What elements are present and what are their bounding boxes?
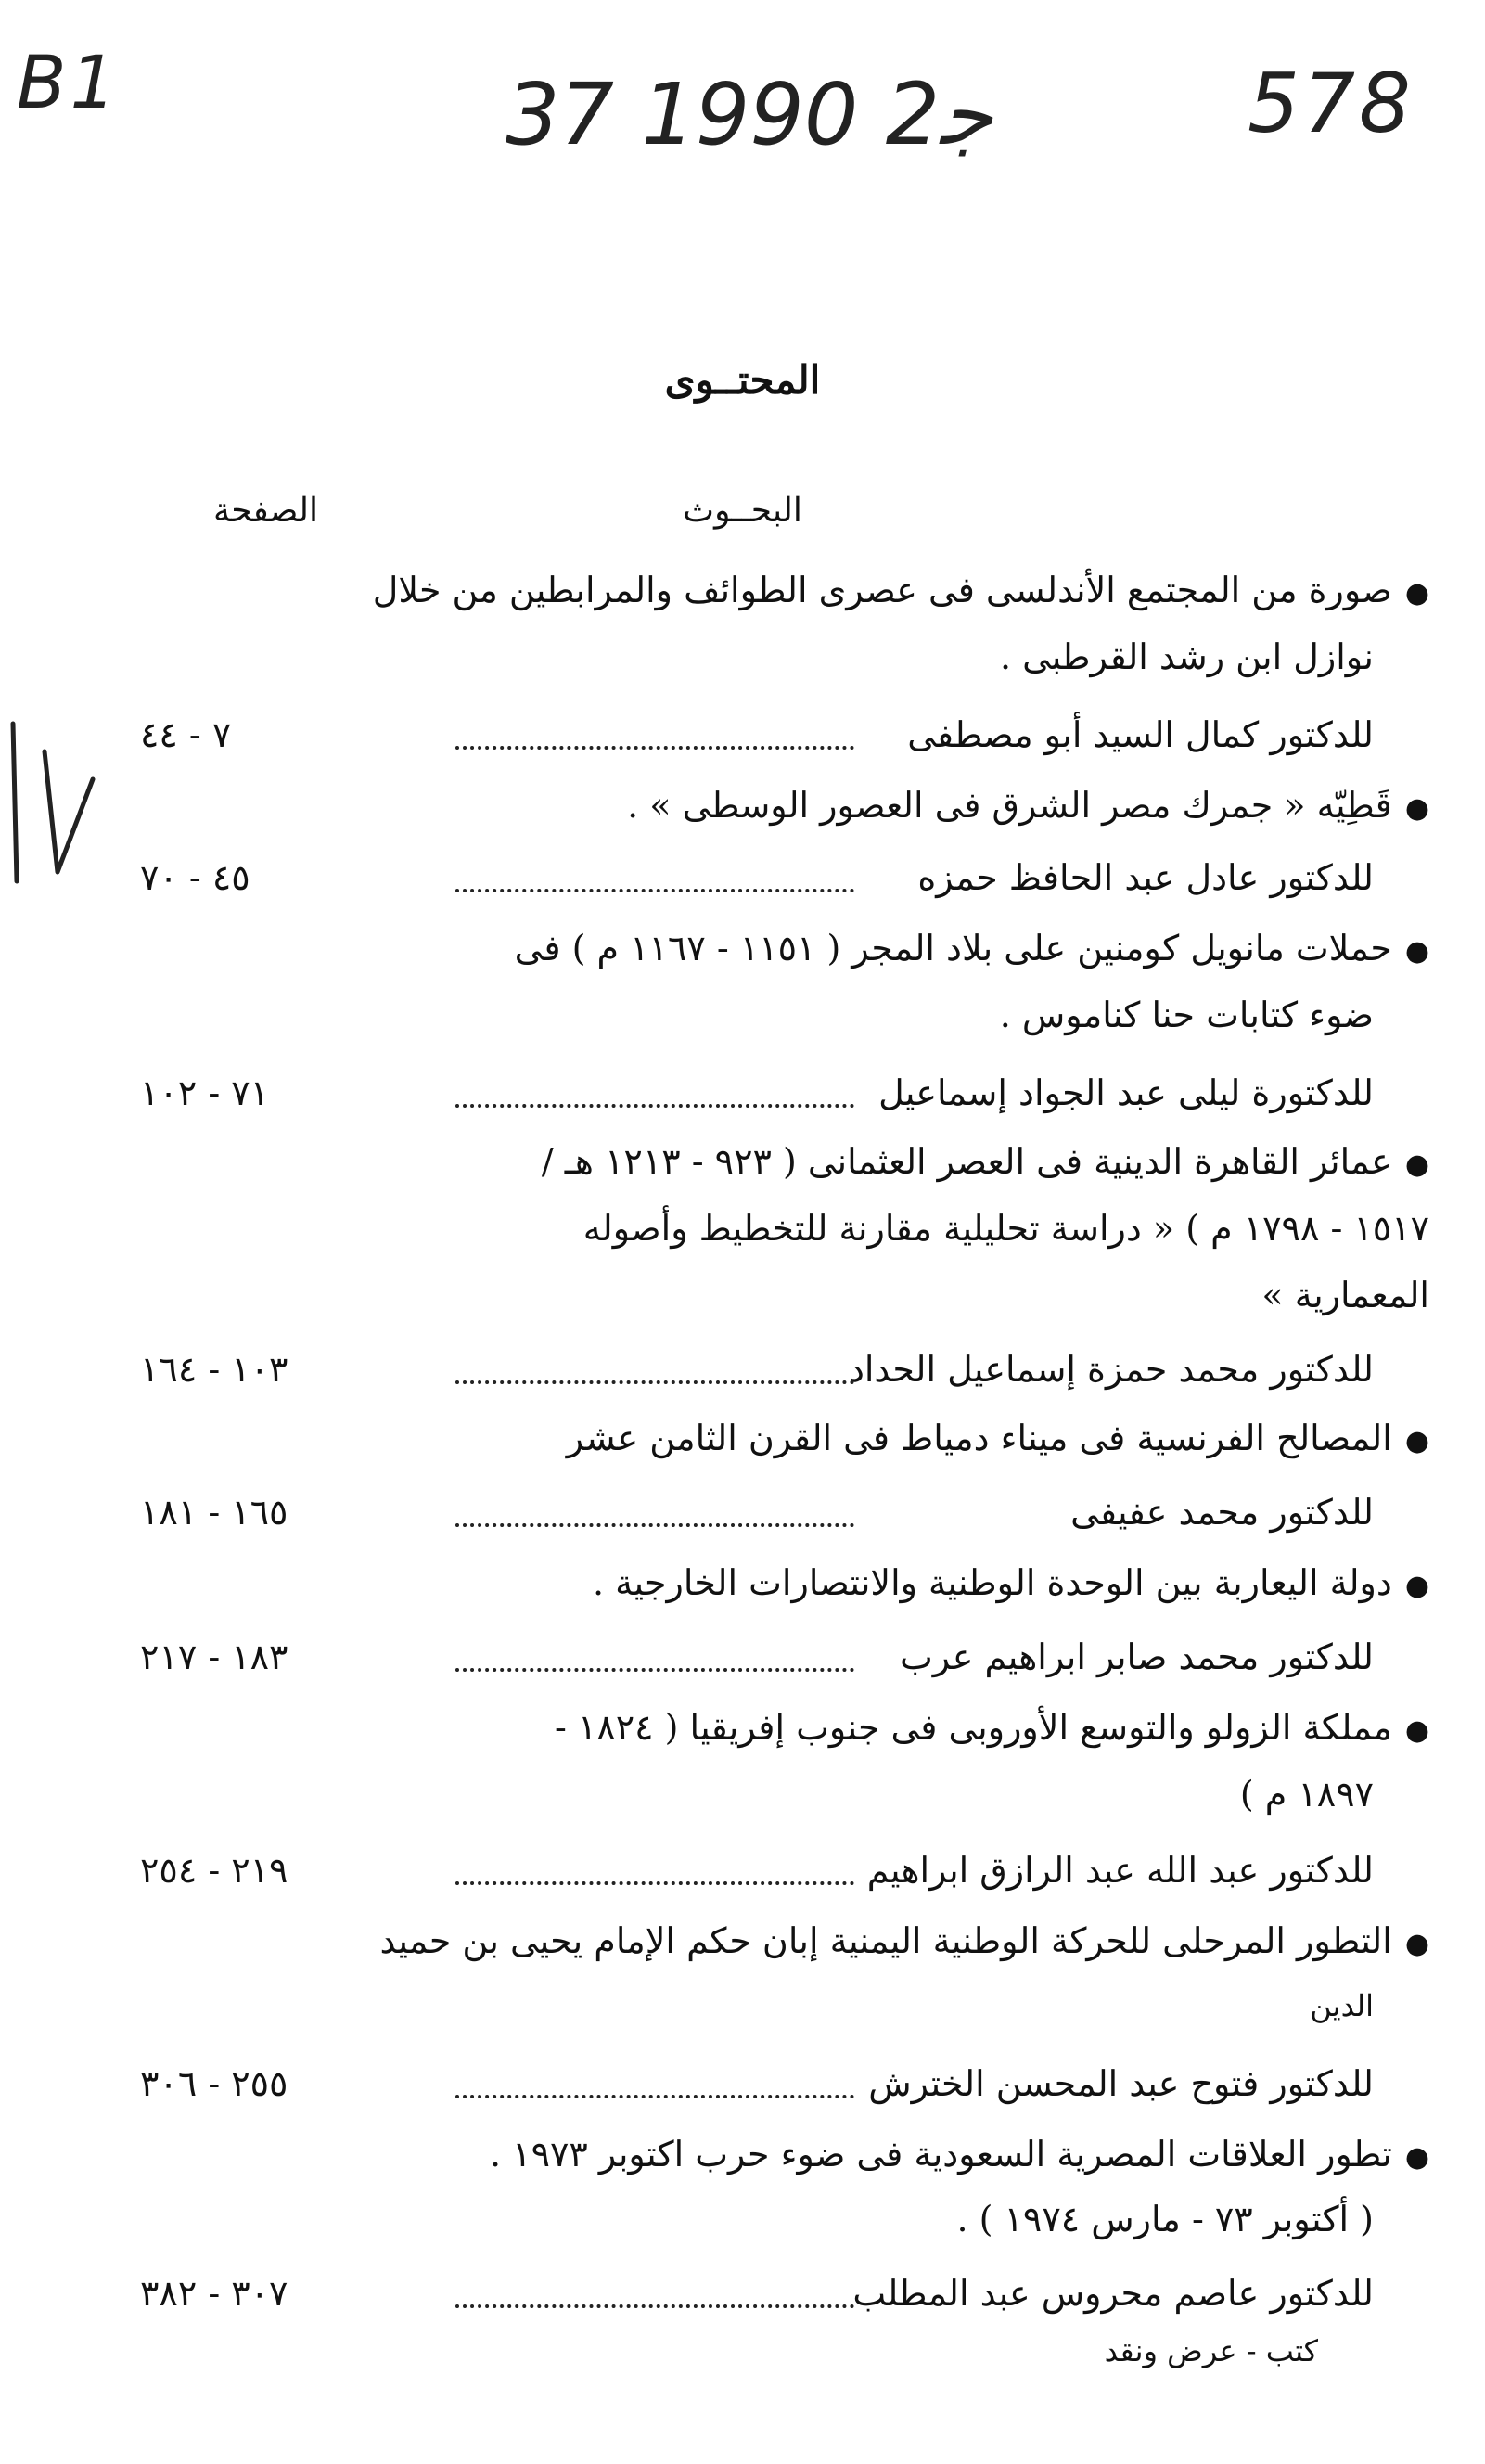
author-name: للدكتور عبد الله عبد الرازق ابراهيم bbox=[866, 1850, 1374, 1891]
author-row bbox=[66, 701, 1429, 768]
author-name: للدكتور كمال السيد أبو مصطفى bbox=[907, 714, 1374, 755]
topic-line: ١٨٩٧ م ) bbox=[1239, 1774, 1374, 1815]
author-row bbox=[66, 1479, 1429, 1546]
handwritten-code-left: B1 bbox=[17, 42, 121, 125]
section-heading-books-reviews: كتب - عرض ونقد bbox=[1104, 2333, 1318, 2368]
topic-line: ( أكتوبر ٧٣ - مارس ١٩٧٤ ) . bbox=[956, 2199, 1374, 2239]
page-range: ٤٥ - ٧٠ bbox=[140, 857, 250, 898]
bullet-icon: ● bbox=[1404, 2141, 1429, 2174]
topic-line: ●صورة من المجتمع الأندلسى فى عصرى الطوائف والمرابطين من خلال bbox=[372, 570, 1429, 610]
handwritten-volume-year: 37 ﺟ2 1990 bbox=[506, 65, 993, 164]
topic-line: ●تطور العلاقات المصرية السعودية فى ضوء حرب اكتوبر ١٩٧٣ . bbox=[490, 2134, 1429, 2175]
author-row bbox=[66, 1623, 1429, 1690]
page-range: ١٨٣ - ٢١٧ bbox=[140, 1636, 288, 1677]
dot-leader bbox=[455, 1523, 854, 1527]
page-title: المحتــوى bbox=[664, 357, 821, 403]
column-header-research: البحــوث bbox=[683, 492, 802, 530]
page-range: ١٦٥ - ١٨١ bbox=[140, 1492, 288, 1533]
topic-line: ١٥١٧ - ١٧٩٨ م ) « دراسة تحليلية مقارنة للتخطيط وأصوله bbox=[582, 1208, 1429, 1249]
bullet-icon: ● bbox=[1404, 1714, 1429, 1747]
page-range: ٧١ - ١٠٢ bbox=[140, 1072, 270, 1113]
bullet-icon: ● bbox=[1404, 1570, 1429, 1602]
topic-line: ●حملات مانويل كومنين على بلاد المجر ( ١١٥١ - ١١٦٧ م ) فى bbox=[514, 928, 1429, 969]
bullet-icon: ● bbox=[1404, 1928, 1429, 1960]
dot-leader bbox=[455, 1380, 854, 1384]
bullet-icon: ● bbox=[1404, 1425, 1429, 1457]
page-range: ٧ - ٤٤ bbox=[140, 714, 232, 755]
author-name: للدكتور عاصم محروس عبد المطلب bbox=[852, 2273, 1374, 2314]
page-range: ٢١٩ - ٢٥٤ bbox=[140, 1850, 288, 1891]
author-name: للدكتور محمد صابر ابراهيم عرب bbox=[899, 1636, 1374, 1677]
topic-line: ●عمائر القاهرة الدينية فى العصر العثمانى ( ٩٢٣ - ١٢١٣ هـ / bbox=[541, 1141, 1429, 1182]
page-range: ١٠٣ - ١٦٤ bbox=[140, 1349, 288, 1390]
dot-leader bbox=[455, 1104, 854, 1108]
page-range: ٣٠٧ - ٣٨٢ bbox=[140, 2273, 288, 2314]
author-name: للدكتورة ليلى عبد الجواد إسماعيل bbox=[878, 1072, 1374, 1113]
author-row bbox=[66, 1837, 1429, 1904]
dot-leader bbox=[455, 889, 854, 892]
dot-leader bbox=[455, 2304, 854, 2308]
author-row bbox=[66, 2050, 1429, 2117]
topic-line: ●دولة اليعاربة بين الوحدة الوطنية والانتصارات الخارجية . bbox=[592, 1562, 1429, 1603]
author-name: للدكتور فتوح عبد المحسن الخترش bbox=[868, 2063, 1374, 2104]
author-name: للدكتور محمد حمزة إسماعيل الحداد bbox=[848, 1349, 1374, 1390]
topic-line: ●قَطِيّه « جمرك مصر الشرق فى العصور الوسطى » . bbox=[627, 785, 1429, 826]
topic-line: المعمارية » bbox=[1261, 1275, 1429, 1315]
bullet-icon: ● bbox=[1404, 935, 1429, 968]
author-name: للدكتور محمد عفيفى bbox=[1070, 1492, 1374, 1533]
topic-line: ●مملكة الزولو والتوسع الأوروبى فى جنوب إفريقيا ( ١٨٢٤ - bbox=[554, 1707, 1429, 1748]
topic-line: الدين bbox=[1310, 1988, 1374, 2023]
topic-line: ●المصالح الفرنسية فى ميناء دمياط فى القرن الثامن عشر bbox=[566, 1418, 1429, 1458]
bullet-icon: ● bbox=[1404, 577, 1429, 610]
author-row bbox=[66, 1336, 1429, 1403]
topic-line: ضوء كتابات حنا كناموس . bbox=[999, 995, 1374, 1035]
dot-leader bbox=[455, 1668, 854, 1672]
topic-line: ●التطور المرحلى للحركة الوطنية اليمنية إبان حكم الإمام يحيى بن حميد bbox=[379, 1920, 1429, 1961]
author-row bbox=[66, 1059, 1429, 1126]
author-name: للدكتور عادل عبد الحافظ حمزه bbox=[917, 857, 1374, 898]
topic-line: نوازل ابن رشد القرطبى . bbox=[999, 636, 1374, 677]
dot-leader bbox=[455, 746, 854, 750]
bullet-icon: ● bbox=[1404, 792, 1429, 825]
handwritten-number-right: 578 bbox=[1248, 56, 1415, 151]
author-row bbox=[66, 844, 1429, 911]
dot-leader bbox=[455, 2095, 854, 2098]
page-range: ٢٥٥ - ٣٠٦ bbox=[140, 2063, 288, 2104]
bullet-icon: ● bbox=[1404, 1149, 1429, 1181]
dot-leader bbox=[455, 1881, 854, 1885]
column-header-page: الصفحة bbox=[213, 492, 318, 530]
author-row bbox=[66, 2260, 1429, 2327]
